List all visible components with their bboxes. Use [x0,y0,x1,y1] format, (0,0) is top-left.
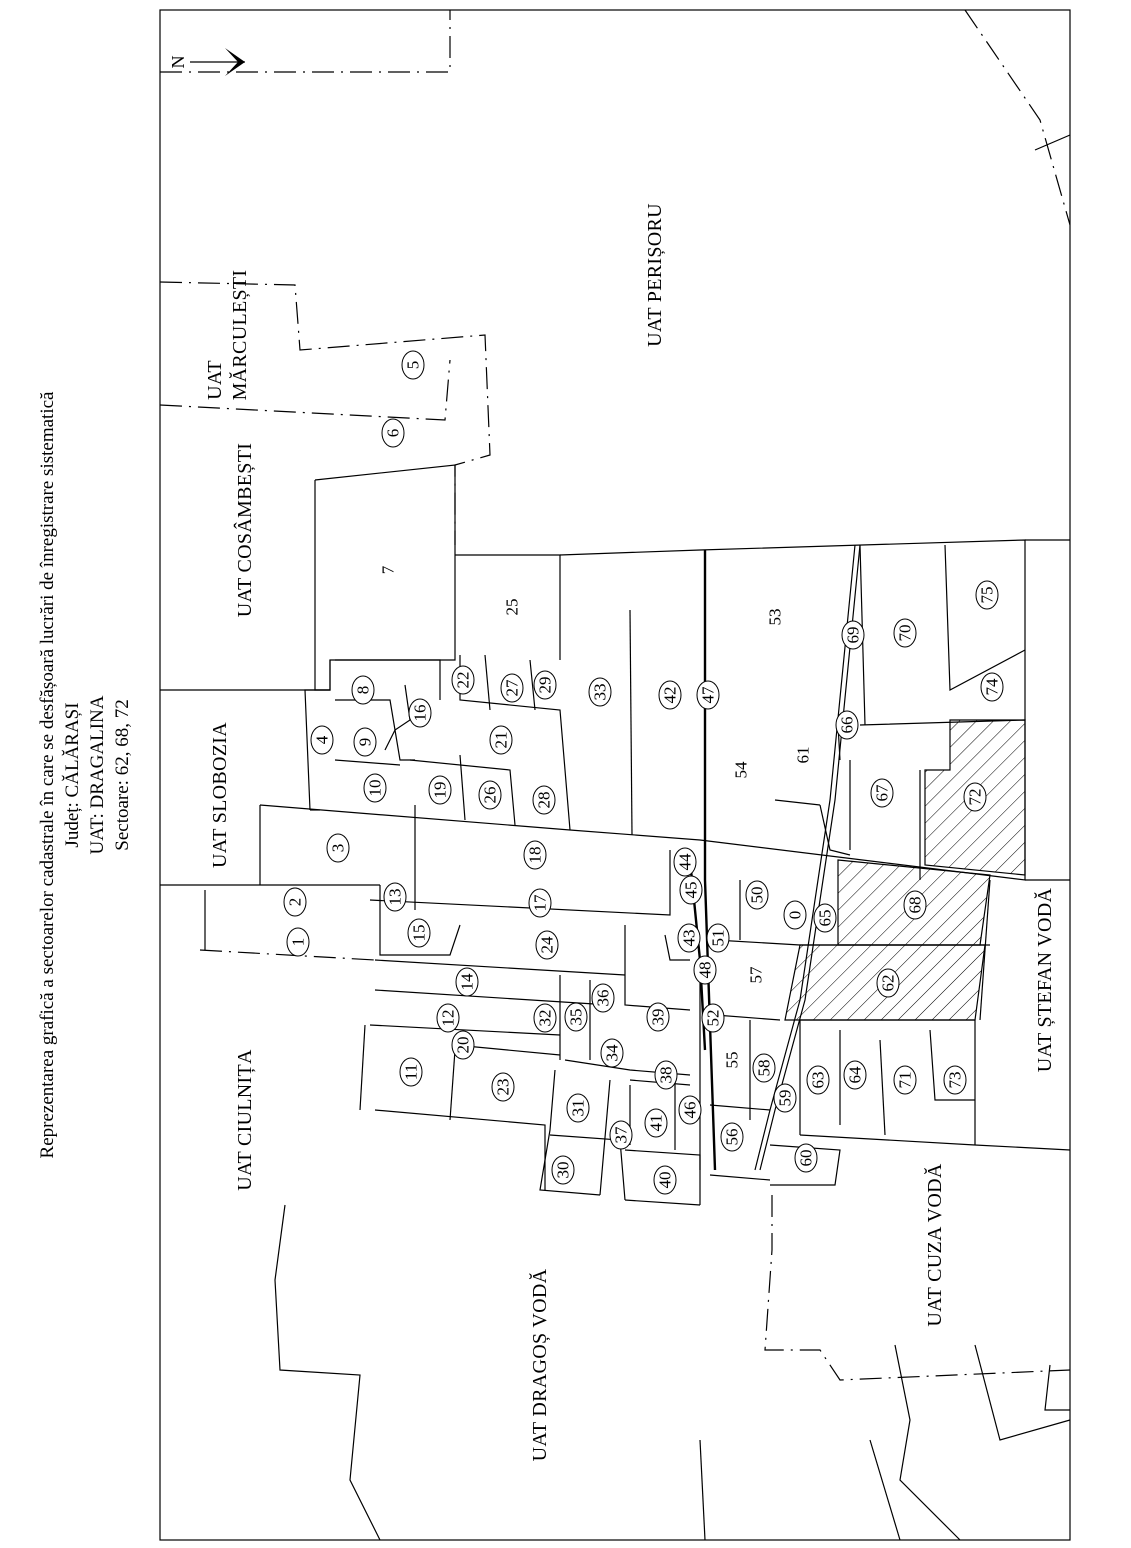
sector-23-label: 23 [493,1078,513,1096]
roads [690,545,860,1170]
sector-27-label: 27 [502,679,522,697]
sector-45-label: 45 [681,881,701,899]
sector-47-label: 47 [698,686,718,704]
sector-67-label: 67 [872,784,892,802]
uat-label-perisoru: UAT PERIȘORU [644,203,666,347]
sector-71-label: 71 [895,1071,915,1089]
sector-59[interactable] [774,1084,796,1112]
sector-25-label: 25 [502,598,522,616]
sector-3[interactable] [327,834,349,862]
sector-64[interactable] [844,1061,866,1089]
sector-33-label: 33 [590,683,610,701]
sector-37-label: 37 [611,1126,631,1144]
sector-0-label: 0 [785,910,805,920]
sector-39-label: 39 [648,1008,668,1026]
sector-66-label: 66 [837,716,857,734]
sector-22-label: 22 [453,671,473,689]
sector-39[interactable] [647,1003,669,1031]
sector-5-label: 5 [403,360,423,370]
sector-47[interactable] [697,681,719,709]
sector-70-label: 70 [895,624,915,642]
sector-74[interactable] [981,673,1003,701]
sector-74-label: 74 [982,678,1002,696]
sector-73-label: 73 [945,1071,965,1089]
sector-41[interactable] [645,1109,667,1137]
sector-17-label: 17 [530,894,550,912]
sector-75-label: 75 [977,586,997,604]
sector-7[interactable] [379,565,398,574]
sector-20-label: 20 [453,1036,473,1054]
sector-53[interactable] [766,609,785,626]
sector-19[interactable] [429,776,451,804]
sector-58[interactable] [753,1054,775,1082]
sector-51-label: 51 [708,929,728,947]
sector-13-label: 13 [385,888,405,906]
sector-26[interactable] [479,781,501,809]
sector-17[interactable] [529,889,551,917]
sector-19-label: 19 [430,781,450,799]
sector-4[interactable] [311,726,333,754]
uat-label-stefan-voda: UAT ȘTEFAN VODĂ [1034,887,1056,1073]
sector-62[interactable] [877,969,899,997]
north-arrow-label: N [168,55,188,69]
sector-57[interactable] [747,966,766,984]
sector-22[interactable] [452,666,474,694]
sector-36[interactable] [592,984,614,1012]
sector-48[interactable] [694,956,716,984]
sector-34-label: 34 [602,1044,622,1062]
sector-13[interactable] [384,883,406,911]
sector-41-label: 41 [646,1114,666,1132]
sector-54-label: 54 [731,761,751,779]
sector-1[interactable] [287,928,309,956]
sector-24-label: 24 [537,936,557,954]
sector-73[interactable] [944,1066,966,1094]
sector-45[interactable] [680,876,702,904]
sector-44-label: 44 [675,853,695,871]
uat-label-ciulnita: UAT CIULNIȚA [234,1049,256,1191]
sector-2[interactable] [284,888,306,916]
sector-11[interactable] [400,1058,422,1086]
sector-63-label: 63 [808,1071,828,1089]
sector-72[interactable] [964,783,986,811]
sector-28-label: 28 [534,791,554,809]
sector-0[interactable] [784,901,806,929]
sector-43-label: 43 [679,929,699,947]
sector-70[interactable] [894,619,916,647]
sector-14-label: 14 [457,973,477,991]
sector-markers [284,351,1003,1194]
sector-3-label: 3 [328,843,348,853]
sector-71[interactable] [894,1066,916,1094]
sector-15-label: 15 [409,924,429,942]
sector-67[interactable] [871,779,893,807]
sector-38[interactable] [655,1061,677,1089]
title-line-2: Județ: CĂLĂRAȘI [62,702,83,848]
sector-68[interactable] [904,891,926,919]
sector-62-label: 62 [878,974,898,992]
sector-32-label: 32 [535,1009,555,1027]
sector-61-label: 61 [793,746,813,764]
sector-24[interactable] [536,931,558,959]
sector-55[interactable] [723,1052,742,1069]
sector-69[interactable] [842,621,864,649]
uat-label-slobozia: UAT SLOBOZIA [209,721,231,869]
sector-27[interactable] [501,674,523,702]
sector-11-label: 11 [401,1063,421,1081]
sector-57-label: 57 [746,966,766,984]
sector-66[interactable] [836,711,858,739]
sector-15[interactable] [408,919,430,947]
sector-8-label: 8 [353,685,373,695]
sector-16[interactable] [409,699,431,727]
sector-60-label: 60 [796,1149,816,1167]
sector-72-label: 72 [965,788,985,806]
sector-2-label: 2 [285,897,305,907]
sector-21-label: 21 [491,731,511,749]
sector-48-label: 48 [695,961,715,979]
sector-58-label: 58 [754,1059,774,1077]
uat-label-cosambesti: UAT COSÂMBEȘTI [234,442,256,618]
sector-53-label: 53 [765,608,785,626]
sector-65[interactable] [814,904,836,932]
sector-33[interactable] [589,678,611,706]
sector-46[interactable] [679,1096,701,1124]
sector-9-label: 9 [355,737,375,747]
sector-40[interactable] [654,1166,676,1194]
sector-31-label: 31 [568,1099,588,1117]
sector-8[interactable] [352,676,374,704]
sector-43[interactable] [678,924,700,952]
sector-61[interactable] [794,747,813,764]
sector-54[interactable] [732,761,751,779]
sector-44[interactable] [674,848,696,876]
sector-7-label: 7 [378,565,398,575]
sector-18[interactable] [524,841,546,869]
sector-29-label: 29 [535,676,555,694]
title-line-1: Reprezentarea grafică a sectoarelor cadastrale în care se desfășoară lucrări de înregistrare sistematică [37,391,58,1159]
uat-label-dragos-voda: UAT DRAGOȘ VODĂ [529,1268,551,1462]
sector-30-label: 30 [553,1161,573,1179]
sector-1-label: 1 [288,937,308,947]
sector-35-label: 35 [566,1008,586,1026]
sector-51[interactable] [707,924,729,952]
sector-38-label: 38 [656,1066,676,1084]
sector-52[interactable] [702,1004,724,1032]
sector-40-label: 40 [655,1171,675,1189]
sector-42[interactable] [659,681,681,709]
hatched-sectors [785,720,1025,1020]
sector-42-label: 42 [660,686,680,704]
sector-34[interactable] [601,1039,623,1067]
sector-12[interactable] [437,1004,459,1032]
sector-10-label: 10 [365,779,385,797]
sector-35[interactable] [565,1003,587,1031]
sector-65-label: 65 [815,909,835,927]
sector-4-label: 4 [312,735,332,745]
sector-12-label: 12 [438,1009,458,1027]
sector-20[interactable] [452,1031,474,1059]
sector-6[interactable] [382,419,404,447]
sector-23[interactable] [492,1073,514,1101]
sector-26-label: 26 [480,786,500,804]
title-line-3: UAT: DRAGALINA [87,695,108,855]
sector-18-label: 18 [525,846,545,864]
sector-9[interactable] [354,728,376,756]
sector-28[interactable] [533,786,555,814]
sector-59-label: 59 [775,1089,795,1107]
sector-50-label: 50 [747,886,767,904]
sector-16-label: 16 [410,704,430,722]
sector-25[interactable] [503,599,522,616]
sector-6-label: 6 [383,428,403,438]
uat-label-cuza-voda: UAT CUZA VODĂ [924,1163,946,1327]
sector-75[interactable] [976,581,998,609]
sector-37[interactable] [610,1121,632,1149]
sector-50[interactable] [746,881,768,909]
title-line-4: Sectoare: 62, 68, 72 [112,699,133,851]
uat-label-marculesti-2: MĂRCULEȘTI [229,269,251,401]
sector-5[interactable] [402,351,424,379]
sector-31[interactable] [567,1094,589,1122]
uat-label-marculesti-1: UAT [204,360,226,400]
sector-56[interactable] [721,1123,743,1151]
sector-14[interactable] [456,968,478,996]
sector-32[interactable] [534,1004,556,1032]
sector-56-label: 56 [722,1128,742,1146]
sector-68-label: 68 [905,896,925,914]
sector-63[interactable] [807,1066,829,1094]
sector-69-label: 69 [843,626,863,644]
sector-52-label: 52 [703,1009,723,1027]
sector-46-label: 46 [680,1101,700,1119]
sector-60[interactable] [795,1144,817,1172]
sector-36-label: 36 [593,989,613,1007]
sector-29[interactable] [534,671,556,699]
sector-10[interactable] [364,774,386,802]
sector-30[interactable] [552,1156,574,1184]
sector-55-label: 55 [722,1051,742,1069]
sector-64-label: 64 [845,1066,865,1084]
sector-21[interactable] [490,726,512,754]
